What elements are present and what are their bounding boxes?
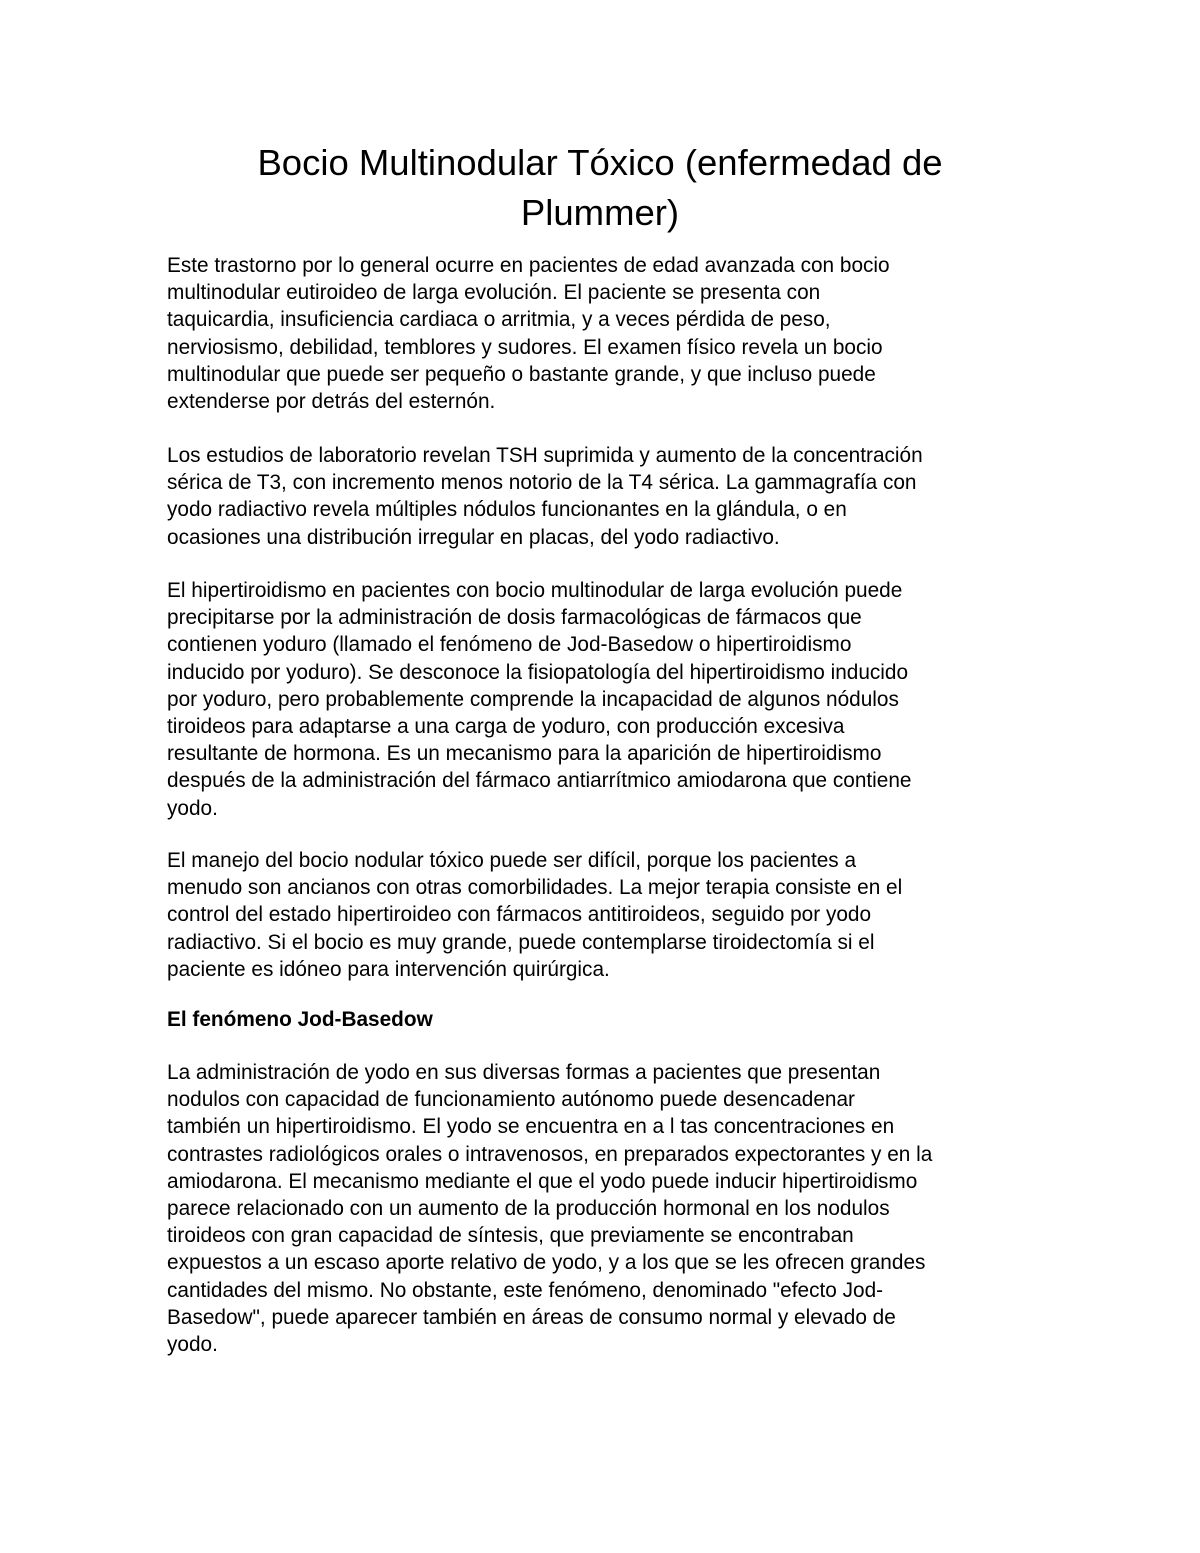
paragraph-hyperthyroidism: El hipertiroidismo en pacientes con bocio multinodular de larga evolución puede precipitarse por la administración de dosis farmacológicas de fármacos que contienen yoduro (llamado el fenómeno de Jod-Basedow o hipertiroidismo inducido por yoduro). Se desconoce la fisiopatología del hipertiroidismo inducido por yoduro, pero probablemente comprende la incapacidad de algunos nódulos tiroideos para adaptarse a una carga de yoduro, con producción excesiva resultante de hormona. Es un mecanismo para la aparición de hipertiroidismo después de la administración del fármaco antiarrítmico amiodarona que contiene yodo. [167,579,912,820]
paragraph-jod-basedow: La administración de yodo en sus diversas formas a pacientes que presentan nodulos con capacidad de funcionamiento autónomo puede desencadenar también un hipertiroidismo. El yodo se encuentra en a l tas concentraciones en contrastes radiológicos orales o intravenosos, en preparados expectorantes y en la amiodarona. El mecanismo mediante el que el yodo puede inducir hipertiroidismo parece relacionado con un aumento de la producción hormonal en los nodulos tiroideos con gran capacidad de síntesis, que previamente se encontraban expuestos a un escaso aporte relativo de yodo, y a los que se les ofrecen grandes cantidades del mismo. No obstante, este fenómeno, denominado "efecto Jod- Basedow", puede aparecer también en áreas de consumo normal y elevado de yodo. [167,1061,933,1357]
paragraph-intro: Este trastorno por lo general ocurre en pacientes de edad avanzada con bocio multinodular eutiroideo de larga evolución. El paciente se presenta con taquicardia, insuficiencia cardiaca o arritmia, y a veces pérdida de peso, nerviosismo, debilidad, temblores y sudores. El examen físico revela un bocio multinodular que puede ser pequeño o bastante grande, y que incluso puede extenderse por detrás del esternón. [167,254,890,414]
paragraph-laboratory: Los estudios de laboratorio revelan TSH suprimida y aumento de la concentración sérica de T3, con incremento menos notorio de la T4 sérica. La gammagrafía con yodo radiactivo revela múltiples nódulos funcionantes en la glándula, o en ocasiones una distribución irregular en placas, del yodo radiactivo. [167,444,923,549]
section-heading: El fenómeno Jod-Basedow [167,1008,433,1031]
document-title: Bocio Multinodular Tóxico (enfermedad de Plummer) [257,142,943,233]
paragraph-management: El manejo del bocio nodular tóxico puede ser difícil, porque los pacientes a menudo son ancianos con otras comorbilidades. La mejor terapia consiste en el control del estado hipertiroideo con fármacos antitiroideos, seguido por yodo radiactivo. Si el bocio es muy grande, puede contemplarse tiroidectomía si el paciente es idóneo para intervención quirúrgica. [167,849,903,981]
